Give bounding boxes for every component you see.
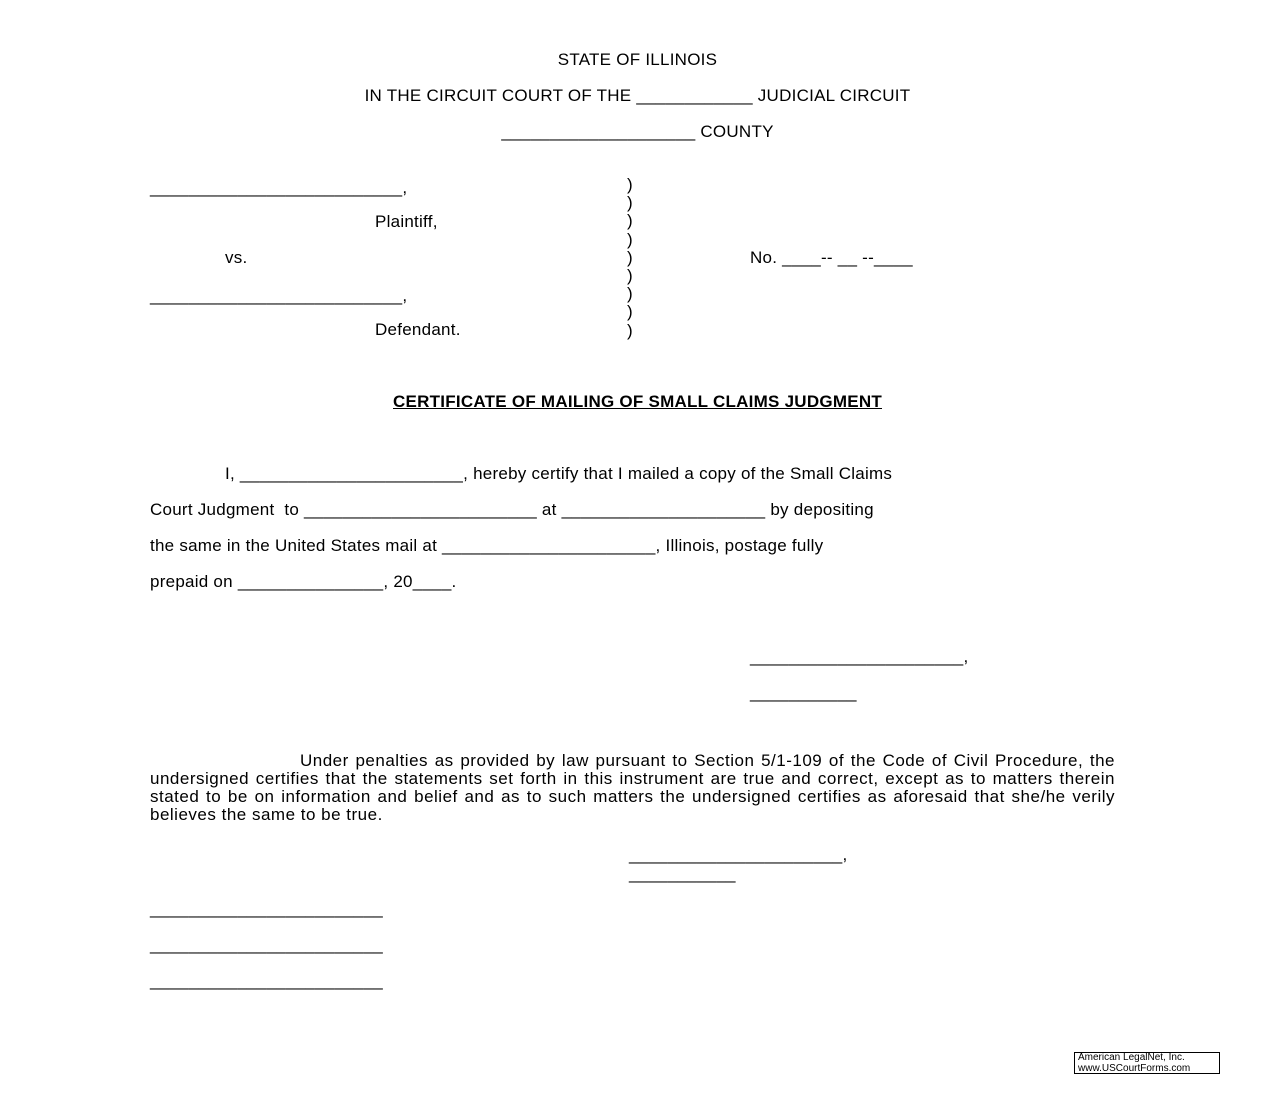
verification-title-line: ___________ — [629, 864, 736, 883]
caption-paren: ) — [627, 211, 633, 231]
caption-paren: ) — [627, 193, 633, 213]
state-heading: STATE OF ILLINOIS — [557, 50, 718, 69]
signature-title-line: ___________ — [750, 683, 857, 702]
verification-text: Under penalties as provided by law pursuant to Section 5/1-109 of the Code of Civil Procedure, the undersigned certifies that the statements set forth in this instrument are true and correct, except as to matters therein stated to be on information and belief and as to such matters the undersigned certifies as aforesaid that she/he verily believes the same to be true. — [150, 751, 1115, 824]
publisher-footer — [1074, 1052, 1220, 1074]
caption-paren: ) — [627, 229, 633, 249]
caption-paren: ) — [627, 320, 633, 340]
verification-paragraph — [150, 752, 1115, 824]
defendant-name-line: __________________________, — [150, 286, 408, 305]
caption-paren: ) — [627, 266, 633, 286]
publisher-url: www.USCourtForms.com — [1078, 1062, 1191, 1074]
preparer-line: ________________________ — [150, 899, 383, 918]
body-line-3: the same in the United States mail at ______________________, Illinois, postage fully — [150, 536, 824, 555]
body-line-2: Court Judgment to ________________________ at _____________________ by depositing — [150, 500, 874, 519]
signature-name-line: ______________________, — [750, 647, 969, 666]
caption-paren: ) — [627, 247, 633, 267]
county-heading: ____________________ COUNTY — [501, 122, 774, 141]
caption-paren: ) — [627, 175, 633, 194]
caption-parenthesis-column — [627, 176, 641, 340]
document-title: CERTIFICATE OF MAILING OF SMALL CLAIMS JUDGMENT — [393, 392, 882, 411]
caption-paren: ) — [627, 302, 633, 322]
preparer-line: ________________________ — [150, 935, 383, 954]
plaintiff-name-line: __________________________, — [150, 178, 408, 197]
court-heading: IN THE CIRCUIT COURT OF THE ____________ JUDICIAL CIRCUIT — [364, 86, 911, 105]
defendant-label: Defendant. — [375, 320, 461, 339]
body-line-4: prepaid on _______________, 20____. — [150, 572, 457, 591]
publisher-name: American LegalNet, Inc. — [1078, 1052, 1185, 1063]
caption-paren: ) — [627, 284, 633, 304]
plaintiff-label: Plaintiff, — [375, 212, 438, 231]
preparer-line: ________________________ — [150, 971, 383, 990]
case-number: No. ____-- __ --____ — [750, 248, 913, 267]
body-line-1: I, _______________________, hereby certify that I mailed a copy of the Small Claims — [225, 464, 893, 483]
versus-label: vs. — [225, 248, 248, 267]
verification-signature-line: ______________________, — [629, 845, 848, 864]
